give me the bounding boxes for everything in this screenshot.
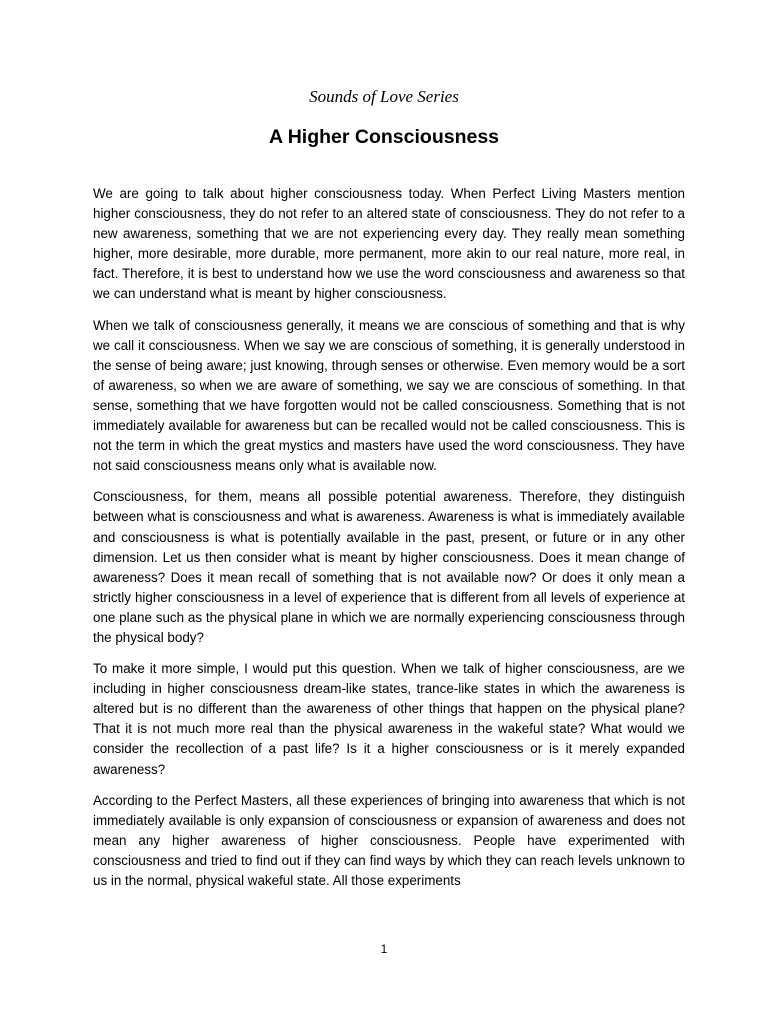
document-body (93, 184, 685, 902)
page-number: 1 (380, 942, 388, 956)
page-title: A Higher Consciousness (268, 126, 500, 148)
series-title: Sounds of Love Series (309, 87, 459, 106)
paragraph-3: Consciousness, for them, means all possible potential awareness. Therefore, they distinguish between what is consciousness and what is awareness. Awareness is what is immediately available and consciousness is what is potentially available in the past, present, or future or in any other dimension. Let us then consider what is meant by higher consciousness. Does it mean change of awareness? Does it mean recall of something that is not available now? Or does it only mean a strictly higher consciousness in a level of experience that is different from all levels of experience at one plane such as the physical plane in which we are normally experiencing consciousness through the physical body? (93, 489, 685, 645)
paragraph-1: We are going to talk about higher consciousness today. When Perfect Living Masters mention higher consciousness, they do not refer to an altered state of consciousness. They do not refer to a new awareness, something that we are not experiencing every day. They really mean something higher, more desirable, more durable, more permanent, more akin to our real nature, more real, in fact. Therefore, it is best to understand how we use the word consciousness and awareness so that we can understand what is meant by higher consciousness. (93, 186, 685, 302)
paragraph-4: To make it more simple, I would put this question. When we talk of higher consciousness, are we including in higher consciousness dream-like states, trance-like states in which the awareness is altered but is no different than the awareness of other things that happen on the physical plane? That it is not much more real than the physical awareness in the wakeful state? What would we consider the recollection of a past life? Is it a higher consciousness or is it merely expanded awareness? (93, 661, 685, 777)
paragraph-5: According to the Perfect Masters, all these experiences of bringing into awareness that which is not immediately available is only expansion of consciousness or expansion of awareness and does not mean any higher awareness of higher consciousness. People have experimented with consciousness and tried to find out if they can find ways by which they can reach levels unknown to us in the normal, physical wakeful state. All those experiments (93, 792, 685, 888)
paragraph-2: When we talk of consciousness generally, it means we are conscious of something and that is why we call it consciousness. When we say we are conscious of something, it is generally understood in the sense of being aware; just knowing, through senses or otherwise. Even memory would be a sort of awareness, so when we are aware of something, we say we are conscious of something. In that sense, something that we have forgotten would not be called consciousness. Something that is not immediately available for awareness but can be recalled would not be called consciousness. This is not the term in which the great mystics and masters have used the word consciousness. They have not said consciousness means only what is available now. (93, 317, 685, 474)
